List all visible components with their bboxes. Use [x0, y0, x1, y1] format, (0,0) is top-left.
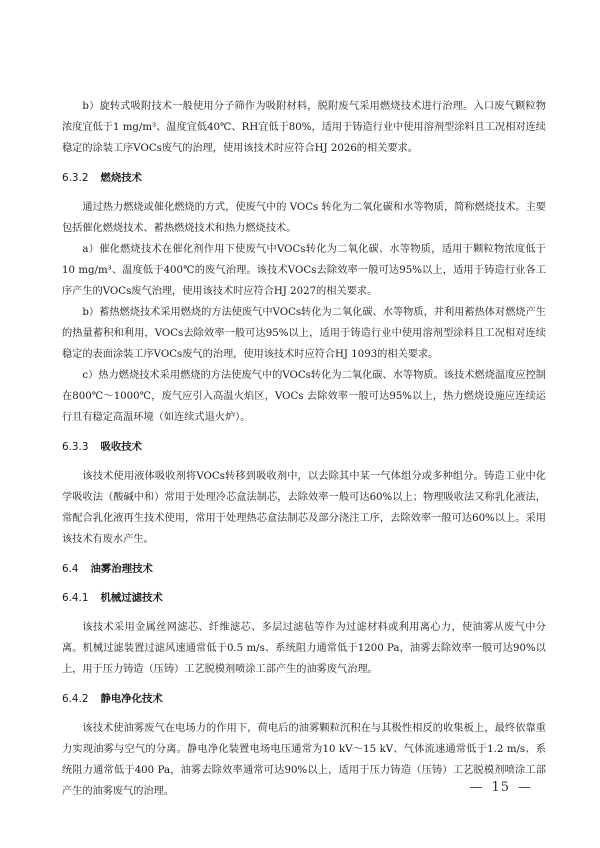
heading-6-3-3: [62, 437, 546, 457]
footer-dash-left: —: [469, 780, 484, 795]
heading-6-3-2: [62, 168, 546, 188]
section-title: 油雾治理技术: [90, 563, 153, 575]
heading-6-4-2: [62, 689, 546, 709]
section-number: 6.4: [62, 563, 79, 575]
paragraph-catalytic-combustion: a）催化燃烧技术在催化剂作用下使废气中VOCs转化为二氧化碳、水等物质，适用于颗粒物浓度低于10 mg/m³、温度低于400℃的废气治理。该技术VOCs去除效率一般可达95%以上，适用于铸造行业各工序产生的VOCs废气治理，使用该技术时应符合HJ 2027的相关要求。: [62, 244, 546, 297]
section-title: 燃烧技术: [100, 172, 143, 184]
paragraph-regenerative-combustion: b）蓄热燃烧技术采用燃烧的方法使废气中VOCs转化为二氧化碳、水等物质，并利用蓄热体对燃烧产生的热量蓄积和利用，VOCs去除效率一般可达95%以上，适用于铸造行业中使用溶剂型涂料且工况相对连续稳定的表面涂装工序VOCs废气的治理，使用该技术时应符合HJ 1093的相关要求。: [62, 307, 546, 360]
page-footer: [461, 780, 540, 795]
paragraph-thermal-combustion: c）热力燃烧技术采用燃烧的方法使废气中的VOCs转化为二氧化碳、水等物质。该技术燃烧温度应控制在800℃～1000℃，废气应引入高温火焰区，VOCs 去除效率一般可达95%以上，热力燃烧设施应连续运行且有稳定高温环境（如连续式退火炉）。: [62, 370, 546, 423]
page-content: [62, 96, 546, 802]
section-title: 静电净化技术: [100, 693, 163, 705]
heading-6-4-1: [62, 588, 546, 608]
paragraph-electrostatic: 该技术使油雾废气在电场力的作用下，荷电后的油雾颗粒沉积在与其极性相反的收集板上，最终依靠重力实现油雾与空气的分离。静电净化装置电场电压通常为10 kV～15 kV、气体流速通常低于1.2 m/s、系统阻力通常低于400 Pa，油雾去除效率通常可达90%以上，适用于压力铸造（压铸）工艺脱模剂喷涂工部产生的油雾废气的治理。: [62, 723, 546, 797]
paragraph-absorption: 该技术使用液体吸收剂将VOCs转移到吸收剂中，以去除其中某一气体组分或多种组分。铸造工业中化学吸收法（酸碱中和）常用于处理冷芯盒法制芯，去除效率一般可达60%以上；物理吸收法又称乳化液法，常配合乳化液再生技术使用，常用于处理热芯盒法制芯及部分浇注工序，去除效率一般可达60%以上。采用该技术有废水产生。: [62, 471, 546, 545]
section-number: 6.4.2: [62, 693, 89, 705]
section-number: 6.3.3: [62, 441, 89, 453]
paragraph-combustion-intro: 通过热力燃烧或催化燃烧的方式，使废气中的 VOCs 转化为二氧化碳和水等物质，简称燃烧技术。主要包括催化燃烧技术、蓄热燃烧技术和热力燃烧技术。: [62, 202, 546, 234]
page-number: 15: [491, 780, 510, 795]
heading-6-4: [62, 559, 546, 579]
section-title: 机械过滤技术: [100, 592, 163, 604]
section-title: 吸收技术: [100, 441, 143, 453]
footer-dash-right: —: [518, 780, 532, 795]
paragraph-rotary-adsorption: b）旋转式吸附技术一般使用分子筛作为吸附材料，脱附废气采用燃烧技术进行治理。入口废气颗粒物浓度宜低于1 mg/m³、温度宜低40℃、RH宜低于80%，适用于铸造行业中使用溶剂型涂料且工况相对连续稳定的涂装工序VOCs废气的治理，使用该技术时应符合HJ 2026的相关要求。: [62, 101, 546, 154]
section-number: 6.4.1: [62, 592, 89, 604]
paragraph-mechanical-filtration: 该技术采用金属丝网滤芯、纤维滤芯、多层过滤毡等作为过滤材料或利用离心力，使油雾从废气中分离。机械过滤装置过滤风速通常低于0.5 m/s、系统阻力通常低于1200 Pa，油雾去除效率一般可达90%以上，用于压力铸造（压铸）工艺脱模剂喷涂工部产生的油雾废气治理。: [62, 622, 546, 675]
section-number: 6.3.2: [62, 172, 89, 184]
